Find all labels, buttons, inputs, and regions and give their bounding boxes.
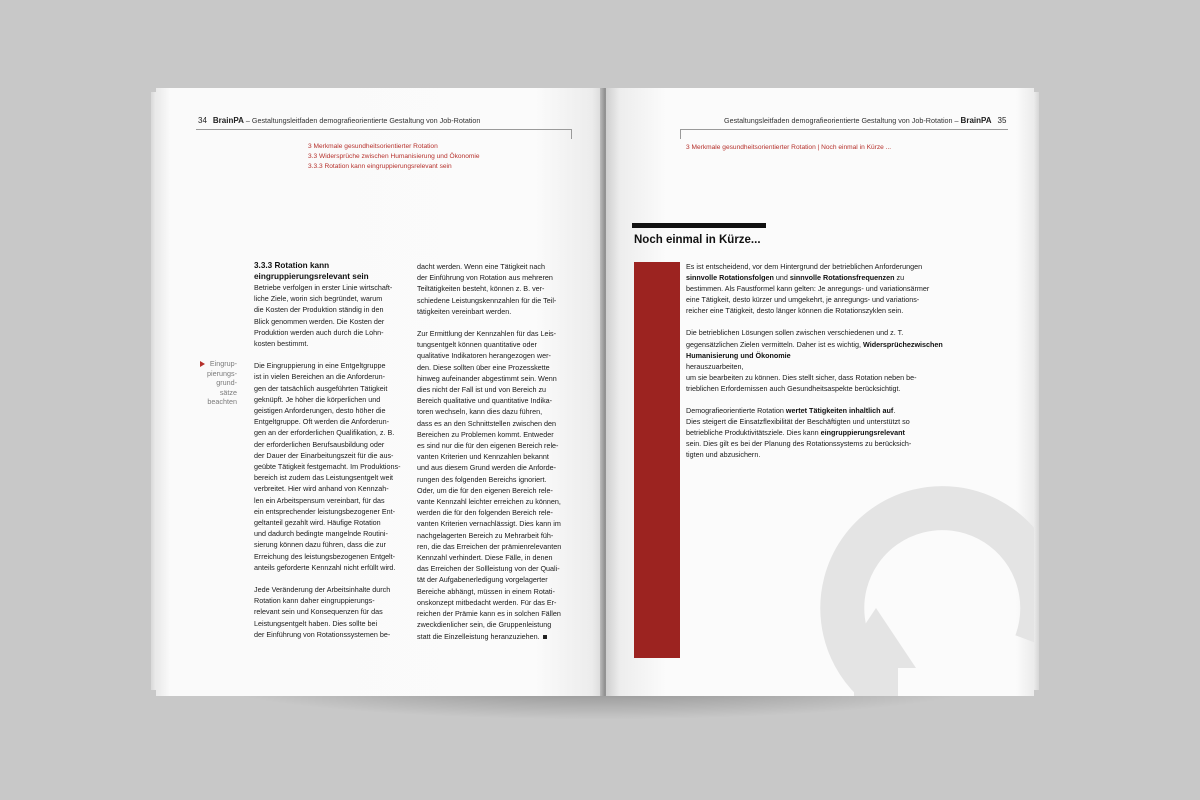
text-line: es sind nur die für den eigenen Bereich rele- xyxy=(417,441,559,451)
left-brand: BrainPA xyxy=(212,116,244,125)
text-line: hinweg aufeinander abgestimmt sein. Wenn xyxy=(417,373,557,383)
text-line: Produktion werden auch durch die Lohn- xyxy=(254,327,384,337)
column-2-body xyxy=(417,261,585,642)
body-paragraph xyxy=(254,282,414,349)
left-running-title: – Gestaltungsleitfaden demografieorientierte Gestaltung von Job-Rotation xyxy=(245,116,481,125)
text-line: geltanteil gezahlt wird. Häufige Rotation xyxy=(254,518,381,528)
left-page-number: 34 xyxy=(198,116,207,125)
summary-paragraph xyxy=(686,261,961,316)
text-line: vanten Kriterien vernachlässigt. Dies kann im xyxy=(417,519,561,529)
text-line: vante Kennzahl leichter erreichen zu können, xyxy=(417,497,561,507)
text-line: kosten bestimmt. xyxy=(254,339,309,349)
summary-text-run: Die betrieblichen Lösungen sollen zwischen verschiedenen und z. T. xyxy=(686,328,904,338)
text-line: sierung können dazu führen, dass die zur xyxy=(254,540,386,550)
text-line: geübte Tätigkeit festgemacht. Im Produktions- xyxy=(254,462,401,472)
text-line: das Erreichen der Sollleistung von der Quali- xyxy=(417,564,560,574)
text-line: tätigkeiten vereinbart werden. xyxy=(417,306,512,316)
margin-note-line: grund- xyxy=(216,378,237,388)
summary-text-run: eine Tätigkeit, desto kürzer und umgekehrt, je anregungs- und variations- xyxy=(686,295,920,305)
right-brand: BrainPA xyxy=(960,116,992,125)
left-breadcrumbs xyxy=(308,142,480,172)
summary-text-run: Dies steigert die Einsatzflexibilität der Beschäftigten und unterstützt so xyxy=(686,417,910,427)
left-column-1 xyxy=(254,261,414,651)
text-line: tungsentgelt können quantitative oder xyxy=(417,340,537,350)
left-page xyxy=(156,88,604,696)
summary-text-run: reicher eine Tätigkeit, desto länger können die Rotationszyklen sein. xyxy=(686,306,904,316)
text-line: ren, die das Erreichen der prämienrelevanten xyxy=(417,541,562,551)
summary-text-run: betriebliche Produktivitätsziele. Dies kann xyxy=(686,428,821,438)
text-line: zweckdienlicher sein, die Gruppenleistung xyxy=(417,620,552,630)
text-line: Jede Veränderung der Arbeitsinhalte durch xyxy=(254,585,391,595)
text-line: schiedene Leistungskennzahlen für die Teil- xyxy=(417,295,557,305)
right-running-head xyxy=(724,116,1006,125)
margin-note-line: sätze xyxy=(219,387,237,397)
text-line: relevant sein und Konsequenzen für das xyxy=(254,607,383,617)
right-head-tick xyxy=(680,129,681,139)
summary-text-run: und xyxy=(773,273,790,283)
right-head-rule xyxy=(680,129,1008,130)
text-line: tät der Aufgabenerledigung vorgelagerter xyxy=(417,575,548,585)
text-line: vanten Kriterien und Kennzahlen bekannt xyxy=(417,452,549,462)
left-running-head xyxy=(198,116,480,125)
text-line: toren wechseln, kann dies dazu führen, xyxy=(417,407,543,417)
summary-text-run: . xyxy=(893,406,896,416)
text-line: Bereich qualitative und quantitative Indika- xyxy=(417,396,553,406)
text-line: der Dauer der Einarbeitungszeit für die aus- xyxy=(254,450,394,460)
text-line: onskonzept mitbedacht werden. Für das Er- xyxy=(417,597,557,607)
text-line: der Einführung von Rotation aus mehreren xyxy=(417,273,553,283)
body-paragraph xyxy=(254,584,414,640)
breadcrumb-subsection[interactable]: 3.3.3 Rotation kann eingruppierungsrelevant sein xyxy=(308,163,452,170)
text-line: Betriebe verfolgen in erster Linie wirtschaft- xyxy=(254,283,393,292)
text-line: ein entsprechender leistungsbezogener Ent- xyxy=(254,506,396,516)
summary-text-run: tigten und abzusichern. xyxy=(686,450,761,460)
text-line: liche Ziele, worin sich begründet, warum xyxy=(254,294,383,304)
section-heading-line: eingruppierungsrelevant sein xyxy=(254,271,369,281)
text-line: Bereiche abhängt, müssen in einem Rotati- xyxy=(417,586,555,596)
left-head-rule xyxy=(196,129,571,130)
text-line: bereich ist zudem das Leistungsentgelt weit xyxy=(254,473,394,483)
text-line: qualitative Indikatoren herangezogen wer- xyxy=(417,351,551,361)
breadcrumb-chapter[interactable]: 3 Merkmale gesundheitsorientierter Rotation xyxy=(308,143,438,150)
margin-note-line: pierungs- xyxy=(207,368,237,378)
emphasis-text: sinnvolle Rotationsfrequenzen xyxy=(789,273,895,283)
summary-text-run: sein. Dies gilt es bei der Planung des Rotationssystems zu berücksich- xyxy=(686,439,912,449)
text-line: Leistungsentgelt haben. Dies sollte bei xyxy=(254,618,378,628)
text-line: die Kosten der Produktion ständig in den xyxy=(254,305,384,315)
text-line: Zur Ermittlung der Kennzahlen für das Leis- xyxy=(417,329,557,339)
section-heading-line: 3.3.3 Rotation kann xyxy=(254,261,330,270)
section-heading xyxy=(254,261,414,282)
end-of-section-icon xyxy=(543,635,547,639)
summary-title-bar xyxy=(632,223,766,228)
text-line: werden die für den folgenden Bereich rele- xyxy=(417,508,553,518)
text-line: Bereichen zu Problemen kommt. Entweder xyxy=(417,429,554,439)
circular-arrow-icon xyxy=(806,468,1034,696)
text-line: dass es an den Schnittstellen zwischen den xyxy=(417,418,557,428)
summary-paragraph xyxy=(686,327,961,394)
text-line: statt die Einzelleistung heranzuziehen. xyxy=(417,631,585,642)
text-line: reichen der Prämie kann es in solchen Fällen xyxy=(417,609,561,619)
summary-text-run: bestimmen. Als Faustformel kann gelten: Je anregungs- und variationsärmer xyxy=(686,284,930,294)
right-page-number: 35 xyxy=(997,116,1007,125)
text-line: Kennzahl verhindert. Diese Fälle, in denen xyxy=(417,553,553,563)
summary-title: Noch einmal in Kürze... xyxy=(634,234,761,246)
column-1-body xyxy=(254,282,414,640)
body-paragraph xyxy=(417,328,585,642)
margin-note xyxy=(206,359,237,407)
text-line: der Einführung von Rotationssystemen be- xyxy=(254,629,391,639)
summary-text-run: zu xyxy=(894,273,905,283)
margin-arrow-icon xyxy=(200,361,205,367)
text-line: len ein Arbeitspensum vereinbart, für das xyxy=(254,495,385,505)
text-line: Rotation kann daher eingruppierungs- xyxy=(254,596,375,606)
summary-text-run: herauszuarbeiten, xyxy=(686,361,744,371)
text-line: geknüpft. Je höher die körperlichen und xyxy=(254,394,381,404)
text-line: gen an der erforderlichen Qualifikation, z. B. xyxy=(254,428,395,438)
text-line: anteils geforderte Kennzahl nicht erfüllt wird. xyxy=(254,562,396,572)
left-head-tick xyxy=(571,129,572,139)
text-line: der erforderlichen Berufsausbildung oder xyxy=(254,439,385,449)
text-line: Oder, um die für den eigenen Bereich rele- xyxy=(417,485,553,495)
text-line: dies nicht der Fall ist und von Bereich zu xyxy=(417,385,547,395)
text-line: Entgeltgruppe. Oft werden die Anforderun- xyxy=(254,417,390,427)
text-line: und dadurch bedingte mangelnde Routini- xyxy=(254,529,388,539)
summary-text-run: Es ist entscheidend, vor dem Hintergrund der betrieblichen Anforderungen xyxy=(686,262,923,271)
breadcrumb-section[interactable]: 3.3 Widersprüche zwischen Humanisierung und Ökonomie xyxy=(308,153,480,160)
emphasis-text: zwischen Humanisierung und Ökonomie xyxy=(686,339,943,360)
accent-red-block xyxy=(634,262,680,658)
left-column-2 xyxy=(417,261,585,653)
text-line: nachgelagerten Bereich zu Mehrarbeit füh- xyxy=(417,530,554,540)
summary-paragraph xyxy=(686,405,961,460)
emphasis-text: sinnvolle Rotationsfolgen xyxy=(686,273,774,283)
right-page xyxy=(606,88,1034,696)
text-line: geistigen Anforderungen, desto höher die xyxy=(254,406,386,416)
text-line: Blick genommen werden. Die Kosten der xyxy=(254,316,385,326)
text-line: Die Eingruppierung in eine Entgeltgruppe xyxy=(254,361,386,371)
right-breadcrumb[interactable]: 3 Merkmale gesundheitsorientierter Rotation | Noch einmal in Kürze ... xyxy=(686,144,892,151)
emphasis-text: Widersprüche xyxy=(862,339,911,349)
body-paragraph xyxy=(417,261,585,317)
emphasis-text: eingruppierungsrelevant xyxy=(820,428,905,438)
summary-text-run: Demografieorientierte Rotation xyxy=(686,406,786,416)
text-line: Erreichung des leistungsbezogenen Entgelt- xyxy=(254,551,396,561)
text-line: und aus diesem Grund werden die Anforde- xyxy=(417,463,557,473)
margin-note-line: beachten xyxy=(207,397,237,407)
summary-text-run: um sie bearbeiten zu können. Dies stellt sicher, dass Rotation neben be- xyxy=(686,372,917,382)
text-line: verbreitet. Hier wird anhand von Kennzah- xyxy=(254,484,389,494)
summary-text xyxy=(686,261,961,472)
text-line: Teiltätigkeiten besteht, können z. B. ver- xyxy=(417,284,545,294)
text-line: den. Diese sollten über eine Prozesskette xyxy=(417,362,550,372)
text-line: gen der tatsächlich ausgeführten Tätigkeit xyxy=(254,383,388,393)
summary-text-run: gegensätzlichen Zielen vermitteln. Daher ist es wichtig, xyxy=(686,339,863,349)
text-line: dacht werden. Wenn eine Tätigkeit nach xyxy=(417,262,545,271)
text-line: ist in vielen Bereichen an die Anforderun- xyxy=(254,372,386,382)
text-line: rungen des folgenden Bereichs ignoriert. xyxy=(417,474,547,484)
emphasis-text: wertet Tätigkeiten inhaltlich auf xyxy=(785,406,894,416)
body-paragraph xyxy=(254,360,414,573)
margin-note-line: Eingrup- xyxy=(209,359,237,368)
right-running-title: Gestaltungsleitfaden demografieorientierte Gestaltung von Job-Rotation – xyxy=(724,116,959,125)
summary-text-run: trieblichen Erfordernissen auch Gesundheitsaspekte berücksichtigt. xyxy=(686,383,901,393)
